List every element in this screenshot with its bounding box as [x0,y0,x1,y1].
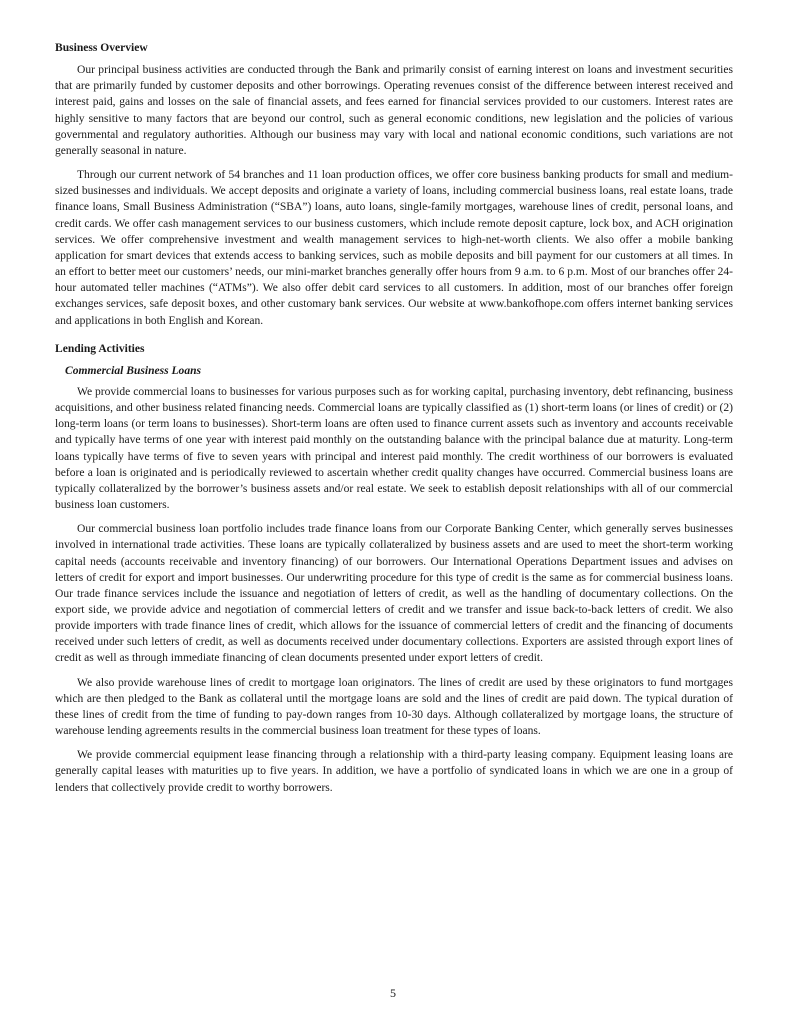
subheading-commercial-business-loans: Commercial Business Loans [65,364,202,377]
paragraph: We also provide warehouse lines of credit to mortgage loan originators. The lines of credit are used by these originators to fund mortgages which are then pledged to the Bank as collateral until the mortgage loans are sold and the lines of credit are paid down. The typical duration of these lines of credit from the time of funding to pay-down ranges from 10-30 days. Although collateralized by mortgage loans, the structure of warehouse lending agreements results in the commercial business loan treatment for these types of loans. [55,676,733,738]
paragraph: Our commercial business loan portfolio includes trade finance loans from our Corporate Banking Center, which generally serves businesses involved in international trade activities. These loans are typically collateralized by business assets and are used to meet the short-term working capital needs (accounts receivable and inventory financing) of our borrowers. Our International Operations Department issues and advises on letters of credit for export and import businesses. Our underwriting procedure for this type of credit is the same as for commercial business loans. Our trade finance services include the issuance and negotiation of letters of credit, as well as the handling of documentary collections. On the export side, we provide advice and negotiation of commercial letters of credit and we transfer and issue back-to-back letters of credit. We also provide importers with trade finance lines of credit, which allows for the issuance of commercial letters of credit and the financing of documents received under such letters of credit, as well as documents received under documentary collections. Exporters are assisted through export lines of credit as well as through immediate financing of clean documents presented under export letters of credit. [55,523,733,665]
paragraph: We provide commercial loans to businesses for various purposes such as for working capital, purchasing inventory, debt refinancing, business acquisitions, and other business related financing needs. Commercial loans are typically classified as (1) short-term loans (or lines of credit) or (2) long-term loans (or term loans to businesses). Short-term loans are often used to finance current assets such as inventory and accounts receivable and typically have terms of one year with interest paid monthly on the outstanding balance with the principal balance due at maturity. Long-term loans typically have terms of five to seven years with principal and interest paid monthly. The credit worthiness of our borrowers is evaluated before a loan is originated and is periodically reviewed to ascertain whether credit quality changes have occurred. Commercial business loans are typically collateralized by the borrower’s business assets and/or real estate. We seek to establish deposit relationships with all of our commercial business loan customers. [55,385,733,512]
paragraph: We provide commercial equipment lease financing through a relationship with a third-party leasing company. Equipment leasing loans are generally capital leases with maturities up to five years. In addition, we have a portfolio of syndicated loans in which we are one in a group of lenders that collectively provide credit to worthy borrowers. [55,749,733,794]
page-number: 5 [390,986,396,1000]
paragraph: Our principal business activities are conducted through the Bank and primarily consist of earning interest on loans and investment securities that are primarily funded by customer deposits and other borrowings. Operating revenues consist of the difference between interest received and interest paid, gains and losses on the sale of financial assets, and fees earned for financial services provided to our customers. Interest rates are highly sensitive to many factors that are beyond our control, such as general economic conditions, new legislation and the policies of various governmental and regulatory authorities. Although our business may vary with local and national economic conditions, such variations are not generally seasonal in nature. [55,64,733,157]
section-heading-lending-activities: Lending Activities [55,342,145,355]
document-page [55,40,733,804]
section-heading-business-overview: Business Overview [55,42,148,54]
paragraph: Through our current network of 54 branches and 11 loan production offices, we offer core business banking products for small and medium-sized businesses and individuals. We accept deposits and originate a variety of loans, including commercial business loans, real estate loans, trade finance loans, Small Business Administration (“SBA”) loans, auto loans, single-family mortgages, warehouse lines of credit, personal loans, and credit cards. We offer cash management services to our business customers, which include remote deposit capture, lock box, and ACH origination services. We offer comprehensive investment and wealth management services to high-net-worth clients. We also offer a mobile banking application for smart devices that extends access to banking services, such as mobile deposits and bill payment for our customers at all times. In an effort to better meet our customers’ needs, our mini-market branches generally offer hours from 9 a.m. to 6 p.m. Most of our branches offer 24-hour automated teller machines (“ATMs”). We also offer debit card services to all customers. In addition, most of our branches offer foreign exchanges services, safe deposit boxes, and other customary bank services. Our website at www.bankofhope.com offers internet banking services and applications in both English and Korean. [55,169,733,327]
